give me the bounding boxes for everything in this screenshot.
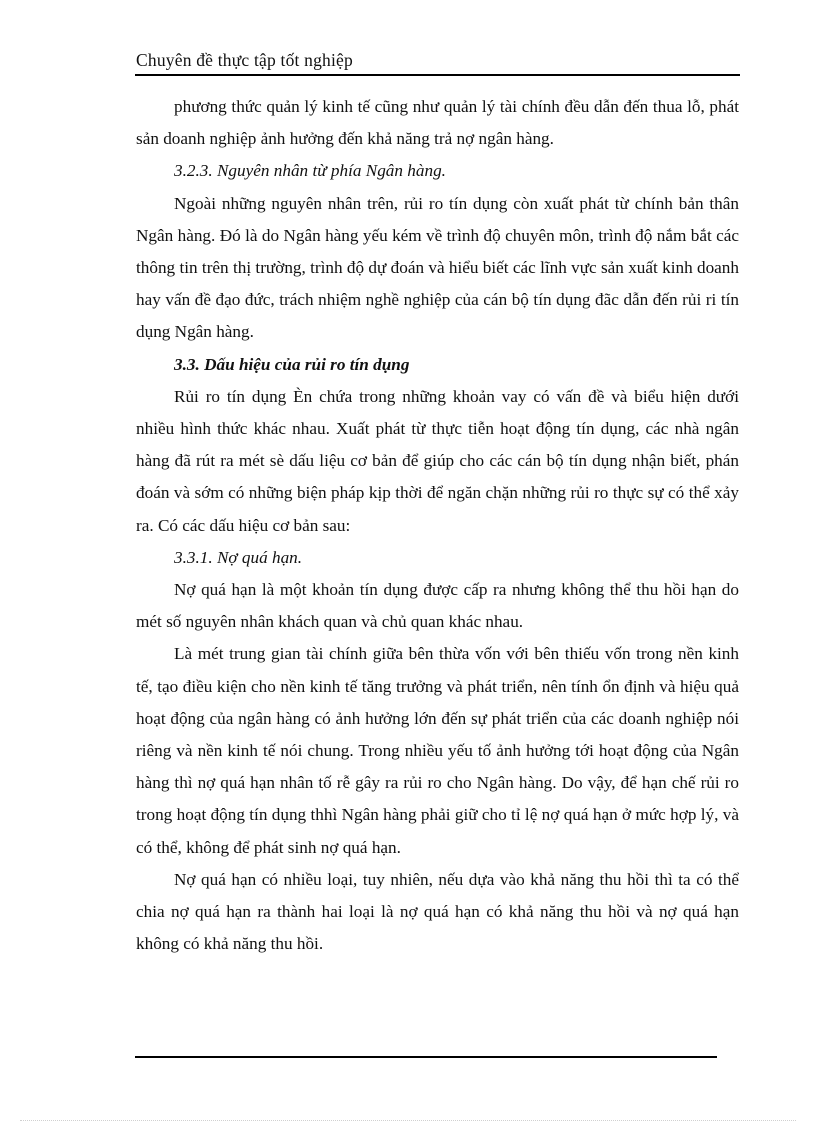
paragraph-6: Nợ quá hạn có nhiều loại, tuy nhiên, nếu dựa vào khả năng thu hồi thì ta có thể chia nợ quá hạn ra thành hai loại là nợ quá hạn có khả năng thu hồi và nợ quá hạn không có khả năng thu hồi. [136, 869, 739, 954]
header-title: Chuyên đề thực tập tốt nghiệp [136, 50, 353, 70]
paragraph-4: Nợ quá hạn là một khoản tín dụng được cấp ra nhưng không thể thu hồi hạn do mét số nguyên nhân khách quan và chủ quan khác nhau. [136, 580, 739, 632]
document-body [136, 91, 739, 960]
paragraph-1: phương thức quản lý kinh tế cũng như quản lý tài chính đều dẫn đến thua lỗ, phát sản doanh nghiệp ảnh hưởng đến khả năng trả nợ ngân hàng. [136, 97, 739, 149]
section-heading-3-3: 3.3. Dấu hiệu của rủi ro tín dụng [174, 354, 410, 374]
paragraph-5: Là mét trung gian tài chính giữa bên thừa vốn với bên thiếu vốn trong nền kinh tế, tạo điều kiện cho nền kinh tế tăng trưởng và phát triển, nên tính ổn định và hiệu quả hoạt động của ngân hàng có ảnh hưởng lớn đến sự phát triển của các doanh nghiệp nói riêng và nền kinh tế nói chung. Trong nhiều yếu tố ảnh hưởng tới hoạt động của Ngân hàng thì nợ quá hạn nhân tố rễ gây ra rủi ro cho Ngân hàng. Do vậy, để hạn chế rủi ro trong hoạt động tín dụng thhì Ngân hàng phải giữ cho tỉ lệ nợ quá hạn ở mức hợp lý, và có thể, không để phát sinh nợ quá hạn. [136, 644, 739, 857]
section-heading-3-3-1: 3.3.1. Nợ quá hạn. [174, 547, 303, 567]
footer-rule [135, 1056, 717, 1058]
paragraph-2: Ngoài những nguyên nhân trên, rủi ro tín dụng còn xuất phát từ chính bản thân Ngân hàng. Đó là do Ngân hàng yếu kém về trình độ chuyên môn, trình độ nắm bắt các thông tin trên thị trường, trình độ dự đoán và hiểu biết các lĩnh vực sản xuất kinh doanh hay vấn đề đạo đức, trách nhiệm nghề nghiệp của cán bộ tín dụng đãc dẫn đến rủi ri tín dụng Ngân hàng. [136, 193, 739, 342]
page-header [135, 48, 740, 76]
section-heading-3-2-3: 3.2.3. Nguyên nhân từ phía Ngân hàng. [174, 161, 446, 181]
page-bottom-edge [20, 1120, 796, 1121]
paragraph-3: Rủi ro tín dụng Èn chứa trong những khoản vay có vấn đề và biểu hiện dưới nhiều hình thức khác nhau. Xuất phát từ thực tiễn hoạt động tín dụng, các nhà ngân hàng đã rút ra mét sè dấu liệu cơ bản để giúp cho các cán bộ tín dụng nhận biết, phán đoán và sớm có những biện pháp kịp thời để ngăn chặn những rủi ro thực sự có thể xảy ra. Có các dấu hiệu cơ bản sau: [136, 386, 739, 535]
